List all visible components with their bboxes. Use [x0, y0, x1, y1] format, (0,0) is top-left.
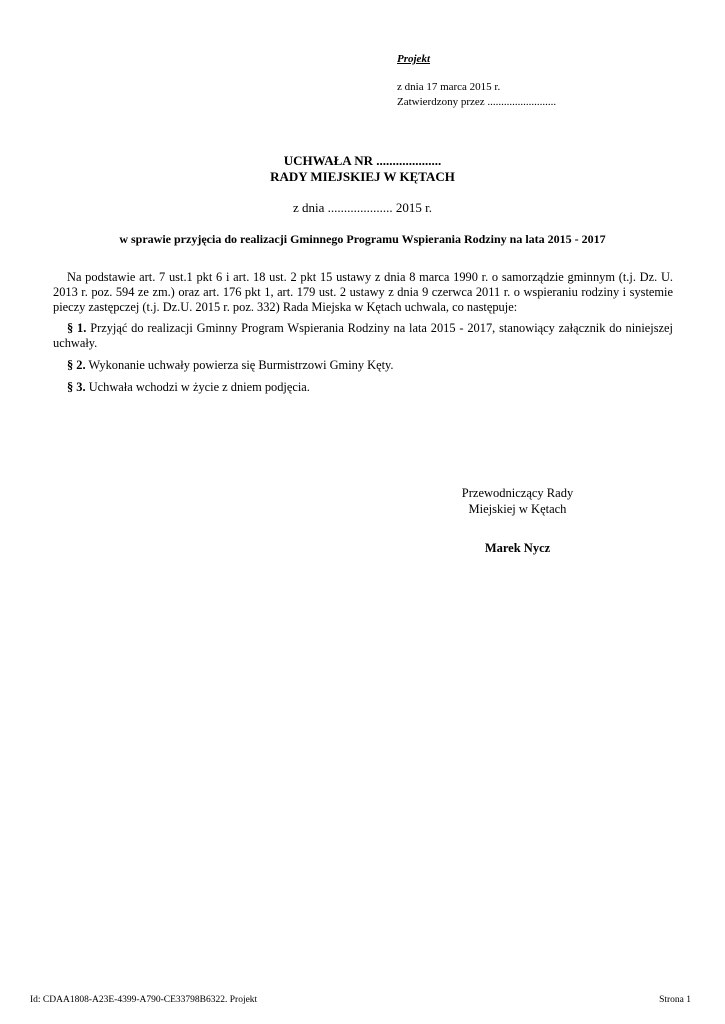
resolution-number: UCHWAŁA NR ....................: [283, 153, 442, 168]
resolution-title: [0, 153, 725, 185]
resolution-subject: w sprawie przyjęcia do realizacji Gminnego Programu Wspierania Rodziny na lata 2015 - 2017: [119, 232, 606, 246]
paragraph-text: Przyjąć do realizacji Gminny Program Wspierania Rodziny na lata 2015 - 2017, stanowiący załącznik do niniejszej uchwały.: [53, 321, 674, 350]
signature-block: [440, 485, 595, 556]
council-name: RADY MIEJSKIEJ W KĘTACH: [270, 169, 455, 184]
approved-by: Zatwierdzony przez .........................: [397, 96, 557, 108]
signatory-role-line1: Przewodniczący Rady: [461, 486, 574, 500]
paragraph-1: [53, 321, 673, 351]
paragraph-number: § 1.: [67, 321, 87, 335]
signatory-name: Marek Nycz: [484, 541, 551, 555]
document-header: [397, 52, 556, 110]
draft-label: Projekt: [397, 53, 430, 65]
signatory-role-line2: Miejskiej w Kętach: [468, 502, 567, 516]
paragraph-number: § 2.: [67, 358, 86, 372]
paragraph-3: [53, 380, 673, 395]
resolution-body: [53, 270, 673, 402]
draft-date: z dnia 17 marca 2015 r.: [397, 81, 501, 93]
page-number: Strona 1: [659, 995, 691, 1005]
resolution-date: z dnia .................... 2015 r.: [292, 200, 432, 215]
paragraph-text: Uchwała wchodzi w życie z dniem podjęcia.: [85, 380, 310, 394]
document-id: Id: CDAA1808-A23E-4399-A790-CE33798B6322. Projekt: [30, 995, 258, 1005]
paragraph-2: [53, 358, 673, 373]
legal-basis: Na podstawie art. 7 ust.1 pkt 6 i art. 18 ust. 2 pkt 15 ustawy z dnia 8 marca 1990 r. o samorządzie gminnym (t.j. Dz. U. 2013 r. poz. 594 ze zm.) oraz art. 176 pkt 1, art. 179 ust. 2 ustawy z dnia 9 czerwca 2011 r. o wspieraniu rodziny i systemie pieczy zastępczej (t.j. Dz.U. 2015 r. poz. 332) Rada Miejska w Kętach uchwala, co następuje:: [53, 270, 673, 314]
paragraph-text: Wykonanie uchwały powierza się Burmistrzowi Gminy Kęty.: [85, 358, 394, 372]
paragraph-number: § 3.: [67, 380, 86, 394]
